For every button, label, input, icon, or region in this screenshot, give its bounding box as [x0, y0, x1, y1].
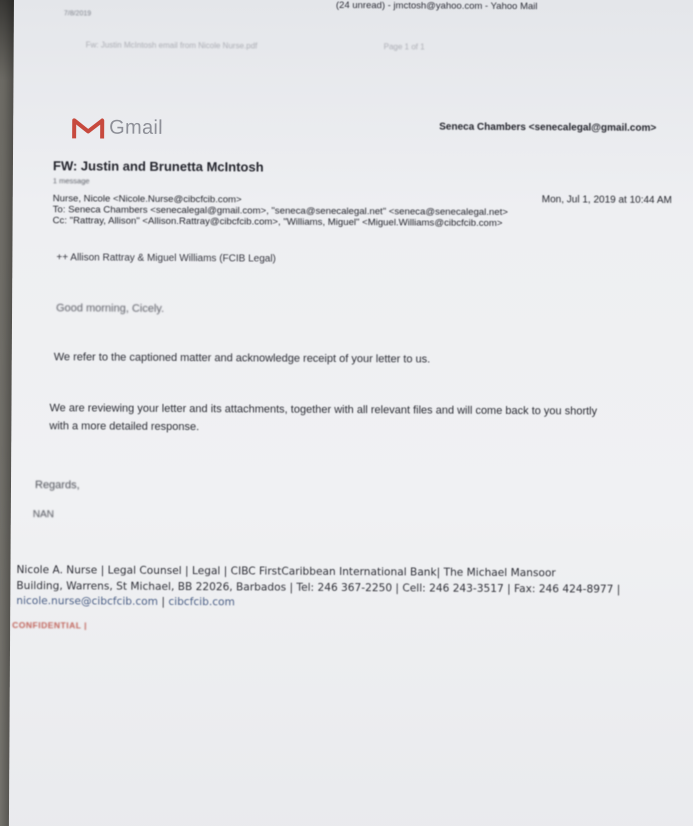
paper-sheet [9, 0, 693, 826]
signature-web-link[interactable]: cibcfcib.com [168, 595, 235, 609]
closing: Regards, [34, 479, 80, 492]
pdf-page-count: Page 1 of 1 [383, 42, 425, 52]
sent-date: Mon, Jul 1, 2019 at 10:44 AM [541, 194, 672, 207]
forward-note: ++ Allison Rattray & Miguel Williams (FCIB Legal) [56, 252, 276, 265]
signature-line-1: Nicole A. Nurse | Legal Counsel | Legal | CIBC FirstCaribbean International Bank| The Michael Mansoor [16, 564, 556, 580]
signature-line-2: Building, Warrens, St Michael, BB 22026, Barbados | Tel: 246 367-2250 | Cell: 246 243-3517 | Fax: 246 424-8977 | [16, 580, 621, 596]
browser-window-title: (24 unread) - jmctosh@yahoo.com - Yahoo Mail [335, 0, 538, 13]
body-paragraph-2-line-1: We are reviewing your letter and its attachments, together with all relevant files and will come back to you shortly [49, 402, 598, 418]
sender-line: Nurse, Nicole <Nicole.Nurse@cibcfcib.com> [52, 193, 242, 206]
gmail-logo [71, 116, 163, 140]
body-paragraph-1: We refer to the captioned matter and acknowledge receipt of your letter to us. [53, 351, 431, 366]
sender-initials: NAN [32, 509, 54, 521]
pdf-filename: Fw: Justin McIntosh email from Nicole Nurse.pdf [85, 40, 258, 51]
greeting: Good morning, Cicely. [56, 302, 165, 315]
print-date: 7/8/2019 [63, 10, 92, 18]
gmail-logo-text: Gmail [109, 116, 163, 139]
confidential-marker: CONFIDENTIAL | [12, 620, 88, 631]
body-paragraph-2-line-2: with a more detailed response. [49, 420, 200, 434]
signature-separator: | [158, 595, 169, 608]
gmail-m-icon [71, 117, 105, 139]
email-subject: FW: Justin and Brunetta McIntosh [52, 158, 264, 175]
cc-line: Cc: "Rattray, Allison" <Allison.Rattray@cibcfcib.com>, "Williams, Miguel" <Miguel.Williams@cibcfcib.com> [52, 215, 503, 229]
signature-links [16, 595, 235, 608]
signature-email-link[interactable]: nicole.nurse@cibcfcib.com [16, 595, 159, 608]
message-count: 1 message [52, 176, 90, 186]
account-address: Seneca Chambers <senecalegal@gmail.com> [439, 121, 657, 134]
to-line: To: Seneca Chambers <senecalegal@gmail.com>, "seneca@senecalegal.net" <seneca@senecalegal.net> [52, 204, 508, 219]
